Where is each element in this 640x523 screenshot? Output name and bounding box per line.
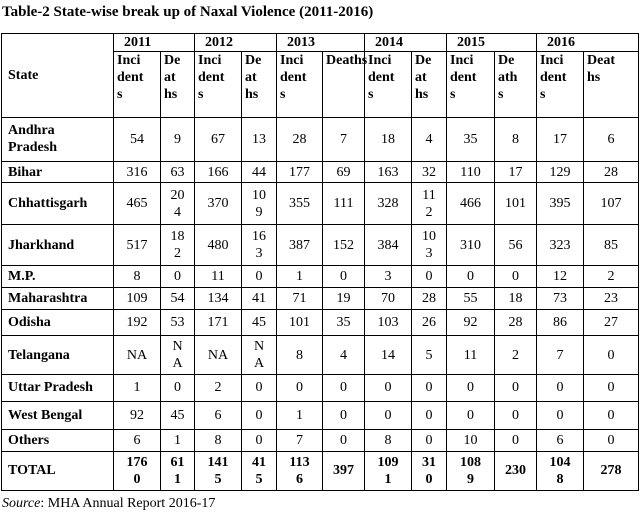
- incidents-cell: 0: [447, 375, 495, 401]
- deaths-cell: 44: [242, 161, 277, 183]
- incidents-cell: 465: [114, 183, 161, 224]
- deaths-cell: 7: [323, 118, 365, 162]
- deaths-cell: 56: [495, 224, 537, 265]
- table-row: [2, 118, 639, 162]
- deaths-cell: 152: [323, 224, 365, 265]
- incidents-cell: 6: [195, 401, 242, 429]
- deaths-cell: 18 2: [161, 224, 195, 265]
- incidents-header: Inci dent s: [195, 52, 242, 118]
- deaths-cell: 45: [242, 309, 277, 335]
- state-name: TOTAL: [2, 451, 114, 490]
- deaths-header: Deat hs: [584, 52, 639, 118]
- deaths-header: De ath s: [495, 52, 537, 118]
- incidents-cell: 517: [114, 224, 161, 265]
- deaths-cell: 27: [584, 309, 639, 335]
- incidents-cell: 480: [195, 224, 242, 265]
- deaths-cell: 0: [412, 401, 447, 429]
- deaths-cell: 13: [242, 118, 277, 162]
- source-label: Source: [2, 496, 41, 511]
- year-header: 2013: [277, 34, 365, 52]
- state-name: Uttar Pradesh: [2, 375, 114, 401]
- year-header: 2016: [537, 34, 639, 52]
- incidents-cell: 70: [365, 288, 412, 310]
- deaths-cell: 0: [495, 429, 537, 451]
- deaths-cell: 69: [323, 161, 365, 183]
- source-note: [2, 496, 215, 512]
- incidents-cell: 108 9: [447, 451, 495, 490]
- incidents-cell: 141 5: [195, 451, 242, 490]
- incidents-cell: 101: [277, 309, 323, 335]
- deaths-cell: 0: [584, 375, 639, 401]
- deaths-cell: 0: [323, 429, 365, 451]
- incidents-cell: 192: [114, 309, 161, 335]
- year-header: 2011: [114, 34, 195, 52]
- incidents-cell: 109 1: [365, 451, 412, 490]
- incidents-cell: 328: [365, 183, 412, 224]
- incidents-cell: 92: [447, 309, 495, 335]
- incidents-cell: 103: [365, 309, 412, 335]
- incidents-header: Inci dent s: [277, 52, 323, 118]
- deaths-cell: 2: [584, 266, 639, 288]
- table-title: Table-2 State-wise break up of Naxal Violence (2011-2016): [2, 4, 374, 20]
- deaths-cell: 0: [242, 401, 277, 429]
- deaths-cell: 0: [242, 429, 277, 451]
- table-row: [2, 451, 639, 490]
- table-row: [2, 401, 639, 429]
- state-name: Odisha: [2, 309, 114, 335]
- deaths-cell: 1: [161, 429, 195, 451]
- deaths-cell: 0: [584, 401, 639, 429]
- deaths-cell: 0: [242, 375, 277, 401]
- deaths-cell: 19: [323, 288, 365, 310]
- incidents-cell: 323: [537, 224, 584, 265]
- source-text: : MHA Annual Report 2016-17: [40, 496, 216, 511]
- deaths-cell: 8: [495, 118, 537, 162]
- state-name: Chhattisgarh: [2, 183, 114, 224]
- incidents-cell: 163: [365, 161, 412, 183]
- incidents-cell: 11: [195, 266, 242, 288]
- deaths-cell: 0: [161, 375, 195, 401]
- incidents-cell: 395: [537, 183, 584, 224]
- table-row: [2, 183, 639, 224]
- incidents-cell: 355: [277, 183, 323, 224]
- incidents-cell: 177: [277, 161, 323, 183]
- deaths-cell: 54: [161, 288, 195, 310]
- table-row: [2, 375, 639, 401]
- deaths-cell: 278: [584, 451, 639, 490]
- incidents-cell: 55: [447, 288, 495, 310]
- deaths-cell: 23: [584, 288, 639, 310]
- deaths-cell: 101: [495, 183, 537, 224]
- deaths-cell: 10 3: [412, 224, 447, 265]
- incidents-cell: 466: [447, 183, 495, 224]
- deaths-cell: 4: [412, 118, 447, 162]
- deaths-cell: 0: [584, 336, 639, 375]
- incidents-cell: 0: [537, 375, 584, 401]
- state-column-header: State: [2, 34, 114, 118]
- incidents-cell: 316: [114, 161, 161, 183]
- incidents-cell: 134: [195, 288, 242, 310]
- deaths-cell: 0: [412, 429, 447, 451]
- incidents-cell: 18: [365, 118, 412, 162]
- incidents-cell: 17: [537, 118, 584, 162]
- deaths-cell: 63: [161, 161, 195, 183]
- deaths-cell: N A: [242, 336, 277, 375]
- incidents-cell: 8: [365, 429, 412, 451]
- incidents-cell: 110: [447, 161, 495, 183]
- table-row: [2, 336, 639, 375]
- incidents-cell: 0: [447, 266, 495, 288]
- state-name: Jharkhand: [2, 224, 114, 265]
- incidents-cell: 7: [537, 336, 584, 375]
- table-row: [2, 309, 639, 335]
- incidents-cell: 129: [537, 161, 584, 183]
- table-row: [2, 161, 639, 183]
- deaths-cell: 0: [323, 401, 365, 429]
- deaths-cell: 35: [323, 309, 365, 335]
- incidents-header: Inci dent s: [365, 52, 412, 118]
- deaths-header: De at hs: [242, 52, 277, 118]
- deaths-cell: 111: [323, 183, 365, 224]
- incidents-cell: 67: [195, 118, 242, 162]
- deaths-cell: 31 0: [412, 451, 447, 490]
- incidents-cell: 0: [365, 375, 412, 401]
- year-header: 2012: [195, 34, 277, 52]
- incidents-cell: 1: [277, 401, 323, 429]
- deaths-cell: 45: [161, 401, 195, 429]
- incidents-cell: 28: [277, 118, 323, 162]
- deaths-cell: 28: [495, 309, 537, 335]
- deaths-cell: 107: [584, 183, 639, 224]
- incidents-cell: 7: [277, 429, 323, 451]
- deaths-cell: 61 1: [161, 451, 195, 490]
- deaths-cell: N A: [161, 336, 195, 375]
- deaths-cell: 9: [161, 118, 195, 162]
- deaths-cell: 0: [161, 266, 195, 288]
- deaths-cell: 28: [584, 161, 639, 183]
- incidents-cell: 113 6: [277, 451, 323, 490]
- deaths-cell: 41 5: [242, 451, 277, 490]
- incidents-header: Inci dent s: [537, 52, 584, 118]
- deaths-cell: 16 3: [242, 224, 277, 265]
- incidents-cell: 35: [447, 118, 495, 162]
- deaths-cell: 4: [323, 336, 365, 375]
- deaths-cell: 0: [412, 375, 447, 401]
- incidents-cell: 0: [537, 401, 584, 429]
- deaths-cell: 32: [412, 161, 447, 183]
- incidents-cell: 8: [114, 266, 161, 288]
- state-name: Maharashtra: [2, 288, 114, 310]
- deaths-cell: 0: [495, 375, 537, 401]
- incidents-header: Inci dent s: [114, 52, 161, 118]
- deaths-cell: 53: [161, 309, 195, 335]
- deaths-cell: 230: [495, 451, 537, 490]
- deaths-cell: 26: [412, 309, 447, 335]
- incidents-cell: NA: [114, 336, 161, 375]
- incidents-cell: 54: [114, 118, 161, 162]
- deaths-cell: 28: [412, 288, 447, 310]
- incidents-cell: 166: [195, 161, 242, 183]
- incidents-cell: 1: [114, 375, 161, 401]
- deaths-cell: 18: [495, 288, 537, 310]
- incidents-cell: 12: [537, 266, 584, 288]
- deaths-cell: 0: [412, 266, 447, 288]
- year-header-row: [2, 34, 639, 52]
- incidents-cell: 387: [277, 224, 323, 265]
- deaths-cell: 41: [242, 288, 277, 310]
- deaths-cell: 11 2: [412, 183, 447, 224]
- incidents-cell: 0: [365, 401, 412, 429]
- deaths-cell: 2: [495, 336, 537, 375]
- incidents-cell: 6: [114, 429, 161, 451]
- deaths-cell: 397: [323, 451, 365, 490]
- year-header: 2015: [447, 34, 537, 52]
- incidents-cell: 92: [114, 401, 161, 429]
- incidents-cell: 86: [537, 309, 584, 335]
- deaths-cell: 6: [584, 118, 639, 162]
- deaths-cell: 20 4: [161, 183, 195, 224]
- deaths-cell: 0: [323, 375, 365, 401]
- incidents-cell: 0: [447, 401, 495, 429]
- incidents-cell: 11: [447, 336, 495, 375]
- table-row: [2, 224, 639, 265]
- table-row: [2, 266, 639, 288]
- deaths-cell: 17: [495, 161, 537, 183]
- incidents-cell: 10: [447, 429, 495, 451]
- incidents-cell: 6: [537, 429, 584, 451]
- naxal-violence-table: [1, 33, 639, 491]
- incidents-cell: 0: [277, 375, 323, 401]
- incidents-cell: 171: [195, 309, 242, 335]
- state-name: West Bengal: [2, 401, 114, 429]
- deaths-cell: 0: [242, 266, 277, 288]
- incidents-cell: 1: [277, 266, 323, 288]
- deaths-cell: 0: [584, 429, 639, 451]
- incidents-cell: 2: [195, 375, 242, 401]
- state-name: Telangana: [2, 336, 114, 375]
- deaths-cell: 85: [584, 224, 639, 265]
- deaths-cell: 0: [323, 266, 365, 288]
- incidents-cell: 14: [365, 336, 412, 375]
- year-header: 2014: [365, 34, 447, 52]
- state-name: Bihar: [2, 161, 114, 183]
- deaths-header: De at hs: [412, 52, 447, 118]
- incidents-cell: 104 8: [537, 451, 584, 490]
- incidents-cell: 3: [365, 266, 412, 288]
- incidents-cell: 73: [537, 288, 584, 310]
- incidents-header: Inci dent s: [447, 52, 495, 118]
- table-row: [2, 429, 639, 451]
- deaths-cell: 0: [495, 266, 537, 288]
- incidents-cell: NA: [195, 336, 242, 375]
- deaths-header: Deaths: [323, 52, 365, 118]
- incidents-cell: 8: [195, 429, 242, 451]
- deaths-cell: 5: [412, 336, 447, 375]
- state-name: Andhra Pradesh: [2, 118, 114, 162]
- deaths-header: De at hs: [161, 52, 195, 118]
- incidents-cell: 8: [277, 336, 323, 375]
- incidents-cell: 176 0: [114, 451, 161, 490]
- deaths-cell: 10 9: [242, 183, 277, 224]
- incidents-cell: 310: [447, 224, 495, 265]
- state-name: M.P.: [2, 266, 114, 288]
- deaths-cell: 0: [495, 401, 537, 429]
- incidents-cell: 370: [195, 183, 242, 224]
- incidents-cell: 71: [277, 288, 323, 310]
- table-row: [2, 288, 639, 310]
- incidents-cell: 384: [365, 224, 412, 265]
- state-name: Others: [2, 429, 114, 451]
- incidents-cell: 109: [114, 288, 161, 310]
